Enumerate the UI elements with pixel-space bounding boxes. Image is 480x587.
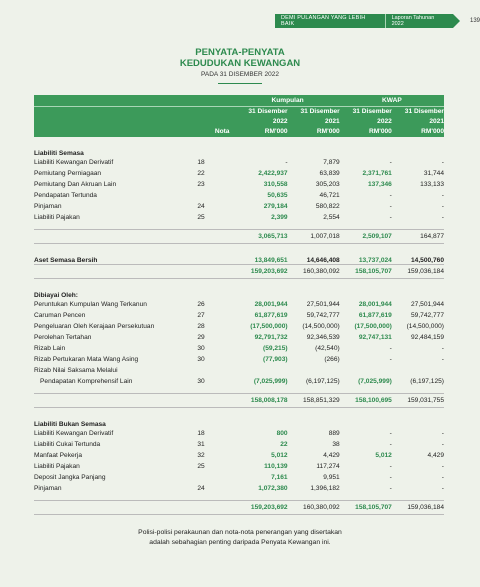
- nota-cell: [197, 250, 235, 265]
- nota-cell: 24: [197, 203, 205, 210]
- row-label: Manfaat Pekerja: [34, 452, 83, 459]
- value-cell: 137,346: [368, 181, 392, 188]
- nota-cell: 24: [197, 485, 205, 492]
- value-cell: 159,203,692: [235, 265, 287, 279]
- table-row: [34, 332, 444, 343]
- value-cell: 158,105,707: [340, 265, 392, 279]
- row-label: Rizab Nilai Saksama Melalui: [34, 367, 118, 374]
- nota-cell: 18: [197, 159, 205, 166]
- value-cell: -: [389, 159, 392, 166]
- col-date: 31 Disember: [340, 107, 392, 117]
- value-cell: 160,380,092: [288, 501, 340, 515]
- nota-cell: 29: [197, 334, 205, 341]
- value-cell: 159,031,755: [392, 394, 444, 408]
- col-date: 31 Disember: [288, 107, 340, 117]
- value-cell: 28,001,944: [358, 301, 392, 308]
- table-header-years: [34, 116, 444, 126]
- value-cell: 279,184: [263, 203, 288, 210]
- row-label: Rizab Pertukaran Mata Wang Asing: [34, 356, 139, 363]
- table-row: [34, 365, 444, 376]
- value-cell: -: [441, 441, 444, 448]
- value-cell: -: [389, 345, 392, 352]
- nota-cell: 32: [197, 452, 205, 459]
- value-cell: -: [441, 474, 444, 481]
- value-cell: 22: [280, 441, 288, 448]
- arrow-icon: [453, 14, 460, 28]
- row-label: Pendapatan Komprehensif Lain: [40, 378, 133, 385]
- table-header-groups: [34, 95, 444, 107]
- row-label: Perolehan Tertahan: [34, 334, 92, 341]
- row-label: Liabiliti Cukai Tertunda: [34, 441, 101, 448]
- value-cell: 27,501,944: [410, 301, 444, 308]
- col-unit: RM'000: [392, 126, 444, 137]
- total-label: [34, 501, 197, 515]
- row-label: Pinjaman: [34, 485, 62, 492]
- page-number: 139: [469, 18, 480, 24]
- nota-cell: 18: [197, 430, 205, 437]
- value-cell: 158,105,707: [340, 501, 392, 515]
- col-year: 2021: [392, 116, 444, 126]
- title-date: PADA 31 DISEMBER 2022: [201, 71, 279, 78]
- footnote: [0, 528, 480, 548]
- nota-cell: 30: [197, 356, 205, 363]
- section-heading: [34, 250, 444, 265]
- value-cell: 158,100,695: [340, 394, 392, 408]
- section-heading: [34, 285, 444, 299]
- value-cell: 133,133: [420, 181, 444, 188]
- financial-position-table: [34, 95, 444, 515]
- row-label: Liabiliti Pajakan: [34, 214, 80, 221]
- value-cell: -: [389, 474, 392, 481]
- value-cell: -: [441, 203, 444, 210]
- value-cell: (17,500,000): [250, 323, 288, 330]
- value-cell: 3,065,713: [235, 230, 287, 244]
- value-cell: 4,429: [323, 452, 340, 459]
- value-cell: 9,951: [323, 474, 340, 481]
- value-cell: 4,429: [427, 452, 444, 459]
- table-row: [34, 450, 444, 461]
- nota-cell: [197, 501, 235, 515]
- row-label: Liabiliti Pajakan: [34, 463, 80, 470]
- value-cell: (17,500,000): [354, 323, 392, 330]
- value-cell: 27,501,944: [306, 301, 340, 308]
- row-label: Peruntukan Kumpulan Wang Terkanun: [34, 301, 147, 308]
- total-row: [34, 265, 444, 279]
- value-cell: [392, 143, 444, 157]
- nota-cell: [197, 230, 235, 244]
- value-cell: 92,346,539: [306, 334, 340, 341]
- value-cell: 159,203,692: [235, 501, 287, 515]
- row-label: Pinjaman: [34, 203, 62, 210]
- value-cell: 61,877,619: [358, 312, 392, 319]
- value-cell: [235, 285, 287, 299]
- value-cell: [392, 414, 444, 428]
- table-header-dates: [34, 107, 444, 117]
- nota-cell: [197, 265, 235, 279]
- value-cell: [235, 143, 287, 157]
- value-cell: 5,012: [375, 452, 392, 459]
- value-cell: (6,197,125): [410, 378, 444, 385]
- value-cell: 92,791,732: [254, 334, 288, 341]
- nota-cell: 25: [197, 463, 205, 470]
- nota-cell: 27: [197, 312, 205, 319]
- value-cell: -: [441, 159, 444, 166]
- table-row: [34, 179, 444, 190]
- row-label: Rizab Lain: [34, 345, 66, 352]
- value-cell: 31,744: [423, 170, 444, 177]
- value-cell: 92,484,159: [410, 334, 444, 341]
- value-cell: [392, 285, 444, 299]
- value-cell: 46,721: [319, 192, 340, 199]
- col-date: 31 Disember: [392, 107, 444, 117]
- col-date: 31 Disember: [235, 107, 287, 117]
- value-cell: (7,025,999): [358, 378, 392, 385]
- value-cell: [288, 143, 340, 157]
- col-nota: Nota: [197, 126, 235, 137]
- value-cell: -: [389, 214, 392, 221]
- value-cell: 305,203: [315, 181, 340, 188]
- total-row: [34, 230, 444, 244]
- row-label: Deposit Jangka Panjang: [34, 474, 106, 481]
- table-row: [34, 201, 444, 212]
- value-cell: -: [389, 441, 392, 448]
- col-year: 2021: [288, 116, 340, 126]
- table-row: [34, 321, 444, 332]
- value-cell: -: [389, 430, 392, 437]
- nota-cell: 25: [197, 214, 205, 221]
- table-row: [34, 190, 444, 201]
- table-row: [34, 428, 444, 439]
- nota-cell: [197, 365, 235, 376]
- nota-cell: [197, 394, 235, 408]
- value-cell: (42,540): [315, 345, 340, 352]
- footnote-line-1: Polisi-polisi perakaunan dan nota-nota penerangan yang disertakan: [138, 529, 342, 536]
- value-cell: (6,197,125): [305, 378, 340, 385]
- value-cell: -: [441, 356, 444, 363]
- value-cell: [340, 414, 392, 428]
- value-cell: [235, 365, 287, 376]
- nota-cell: 22: [197, 170, 205, 177]
- value-cell: (59,215): [263, 345, 288, 352]
- value-cell: [288, 414, 340, 428]
- row-label: Pemiutang Dan Akruan Lain: [34, 181, 117, 188]
- table-row: [34, 483, 444, 494]
- value-cell: [288, 365, 340, 376]
- tagline: DEMI PULANGAN YANG LEBIH BAIK: [275, 14, 385, 28]
- section-title: Aset Semasa Bersih: [34, 257, 98, 264]
- table-row: [34, 439, 444, 450]
- total-row: [34, 394, 444, 408]
- title-line-2: KEDUDUKAN KEWANGAN: [179, 58, 301, 69]
- table-row: [34, 157, 444, 168]
- value-cell: [235, 414, 287, 428]
- value-cell: -: [441, 485, 444, 492]
- col-unit: RM'000: [288, 126, 340, 137]
- table-row: [34, 461, 444, 472]
- nota-cell: [197, 285, 235, 299]
- value-cell: 50,635: [267, 192, 288, 199]
- value-cell: 14,500,760: [410, 257, 444, 264]
- total-label: [34, 394, 197, 408]
- value-cell: -: [441, 214, 444, 221]
- table-row: [34, 168, 444, 179]
- value-cell: 158,851,329: [288, 394, 340, 408]
- value-cell: 5,012: [271, 452, 288, 459]
- value-cell: [340, 285, 392, 299]
- value-cell: -: [285, 159, 288, 166]
- value-cell: 800: [276, 430, 288, 437]
- row-label: Pemiutang Perniagaan: [34, 170, 102, 177]
- value-cell: 310,558: [263, 181, 288, 188]
- nota-cell: 30: [197, 345, 205, 352]
- table-row: [34, 310, 444, 321]
- report-title: Laporan Tahunan 2022: [385, 14, 453, 28]
- col-unit: RM'000: [235, 126, 287, 137]
- value-cell: 7,161: [271, 474, 288, 481]
- nota-cell: [197, 190, 235, 201]
- value-cell: 92,747,131: [358, 334, 392, 341]
- nota-cell: [197, 143, 235, 157]
- total-label: [34, 230, 197, 244]
- row-label: Pendapatan Tertunda: [34, 192, 97, 199]
- value-cell: 2,399: [271, 214, 288, 221]
- value-cell: 159,036,184: [392, 501, 444, 515]
- value-cell: -: [441, 463, 444, 470]
- nota-cell: [197, 414, 235, 428]
- table-row: [34, 299, 444, 310]
- value-cell: -: [389, 463, 392, 470]
- value-cell: (77,903): [263, 356, 288, 363]
- value-cell: 2,554: [323, 214, 340, 221]
- value-cell: 38: [332, 441, 340, 448]
- total-label: [34, 265, 197, 279]
- value-cell: 59,742,777: [306, 312, 340, 319]
- row-label: Pengeluaran Oleh Kerajaan Persekutuan: [34, 323, 155, 330]
- table-row: [34, 354, 444, 365]
- col-year: 2022: [340, 116, 392, 126]
- value-cell: -: [441, 192, 444, 199]
- value-cell: [288, 285, 340, 299]
- table-row: [34, 472, 444, 483]
- value-cell: 164,877: [392, 230, 444, 244]
- value-cell: (7,025,999): [253, 378, 288, 385]
- col-unit: RM'000: [340, 126, 392, 137]
- section-title: Liabiliti Semasa: [34, 150, 84, 157]
- value-cell: 2,422,937: [258, 170, 288, 177]
- table-row: [34, 343, 444, 354]
- value-cell: 13,737,024: [358, 257, 392, 264]
- value-cell: 1,072,380: [258, 485, 288, 492]
- total-row: [34, 501, 444, 515]
- value-cell: -: [441, 430, 444, 437]
- nota-cell: 31: [197, 441, 205, 448]
- value-cell: 160,380,092: [288, 265, 340, 279]
- value-cell: 13,849,651: [254, 257, 288, 264]
- value-cell: 1,007,018: [288, 230, 340, 244]
- table-row: [34, 212, 444, 223]
- section-title: Liabiliti Bukan Semasa: [34, 421, 106, 428]
- value-cell: -: [441, 345, 444, 352]
- value-cell: -: [389, 203, 392, 210]
- value-cell: 1,396,182: [310, 485, 340, 492]
- statement-title: [0, 47, 480, 84]
- value-cell: 117,274: [316, 463, 340, 470]
- value-cell: [392, 365, 444, 376]
- value-cell: 158,008,178: [235, 394, 287, 408]
- value-cell: (14,500,000): [406, 323, 444, 330]
- value-cell: 7,879: [323, 159, 340, 166]
- value-cell: 580,822: [315, 203, 340, 210]
- nota-cell: 23: [197, 181, 205, 188]
- value-cell: [340, 143, 392, 157]
- table-header-units: [34, 126, 444, 137]
- value-cell: 14,646,408: [306, 257, 340, 264]
- value-cell: 159,036,184: [392, 265, 444, 279]
- value-cell: -: [389, 485, 392, 492]
- value-cell: 59,742,777: [410, 312, 444, 319]
- nota-cell: 30: [197, 378, 205, 385]
- title-divider: [218, 83, 262, 84]
- value-cell: 889: [328, 430, 340, 437]
- value-cell: [340, 365, 392, 376]
- value-cell: 2,371,761: [362, 170, 392, 177]
- value-cell: -: [389, 192, 392, 199]
- nota-cell: [197, 472, 235, 483]
- report-header: [275, 14, 480, 28]
- row-label: Liabiliti Kewangan Derivatif: [34, 430, 114, 437]
- nota-cell: 26: [197, 301, 205, 308]
- value-cell: 110,139: [264, 463, 288, 470]
- section-heading: [34, 143, 444, 157]
- value-cell: (266): [324, 356, 340, 363]
- group-kumpulan: Kumpulan: [235, 95, 339, 107]
- nota-cell: 28: [197, 323, 205, 330]
- value-cell: 63,839: [319, 170, 340, 177]
- footnote-line-2: adalah sebahagian penting daripada Penyata Kewangan ini.: [149, 539, 331, 546]
- value-cell: -: [389, 356, 392, 363]
- row-label: Caruman Pencen: [34, 312, 86, 319]
- value-cell: 2,509,107: [340, 230, 392, 244]
- group-kwap: KWAP: [340, 95, 444, 107]
- col-year: 2022: [235, 116, 287, 126]
- row-label: Liabiliti Kewangan Derivatif: [34, 159, 114, 166]
- value-cell: (14,500,000): [302, 323, 340, 330]
- title-line-1: PENYATA-PENYATA: [195, 47, 285, 58]
- value-cell: 61,877,619: [254, 312, 288, 319]
- table-row: [34, 376, 444, 387]
- value-cell: 28,001,944: [254, 301, 288, 308]
- section-heading: [34, 414, 444, 428]
- section-title: Dibiayai Oleh:: [34, 292, 78, 299]
